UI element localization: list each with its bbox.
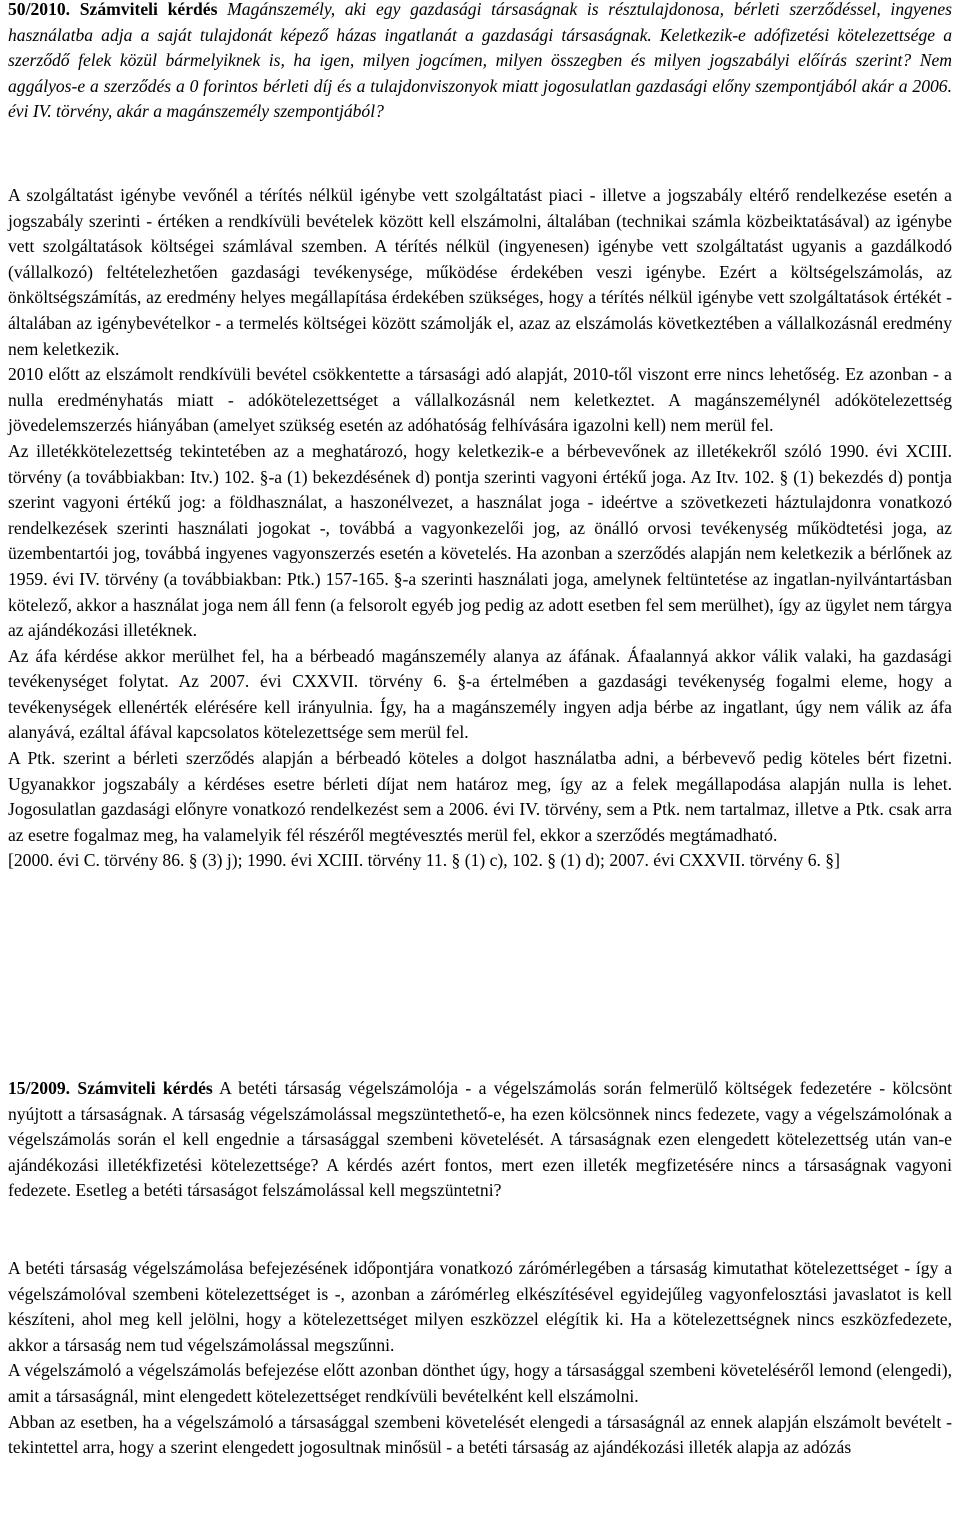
answer-paragraph-1: A betéti társaság végelszámolása befejezésének időpontjára vonatkozó zárómérlegében a társaság kimutathat kötelezettséget - így a végelszámolóval szembeni kötelezettséget is -, azonban a zárómérleg elkészítésével egyidejűleg vagyonfelosztási javaslatot is kell készíteni, ahol meg kell jelölni, hogy a kötelezettséget milyen eszközzel elégítik ki. Ha a kötelezettségnek nincs eszközfedezete, akkor a társaság nem tud végelszámolással megszűnni. [8,1258,952,1355]
question-block-50-2010 [8,0,952,125]
question-number: 50/2010. [8,0,71,19]
question-text: Magánszemély, aki egy gazdasági társaságnak is résztulajdonosa, bérleti szerződéssel, ingyenes használatba adja a saját tulajdonát képező házas ingatlanát a gazdasági társaságnak. Keletkezik-e adófizetési kötelezettsége a szerződő felek közül bármelyiknek is, ha igen, milyen jogcímen, milyen összegben és milyen jogszabályi előírás szerint? Nem aggályos-e a szerződés a 0 forintos bérleti díj és a tulajdonviszonyok miatt jogosulatlan gazdasági előny szempontjából akár a 2006. évi IV. törvény, akár a magánszemély szempontjából? [8,0,952,122]
answer-paragraph-1: A szolgáltatást igénybe vevőnél a térítés nélkül igénybe vett szolgáltatást piaci - illetve a jogszabály eltérő rendelkezése esetén a jogszabály szerinti - értéken a rendkívüli bevételek között kell elszámolni, általában (technikai számla közbeiktatásával) az igénybe vett szolgáltatások költségei számlával szemben. A térítés nélkül (ingyenesen) igénybe vett szolgáltatást ugyanis a gazdálkodó (vállalkozó) feltételezhetően gazdasági tevékenysége, működése érdekében veszi igénybe. Ezért a költségelszámolás, az önköltségszámítás, az eredmény helyes megállapítása érdekében szükséges, hogy a térítés nélkül igénybe vett szolgáltatások értékét - általában az igénybevételkor - a termelés költségei között számolják el, azaz az elszámolás következtében a vállalkozásnál eredmény nem keletkezik. [8,185,952,359]
answer-block-15-2009 [8,1256,952,1461]
question-paragraph [8,0,952,125]
question-text: A betéti társaság végelszámolója - a végelszámolás során felmerülő költségek fedezetére - kölcsönt nyújtott a társaságnak. A társaság végelszámolással megszüntethető-e, ha ezen kölcsönnek nincs fedezete, vagy a végelszámolónak a végelszámolás során el kell engednie a társasággal szembeni követelését. A társaságnak ezen elengedett kötelezettség után van-e ajándékozási illetékfizetési kötelezettsége? A kérdés azért fontos, mert ezen illeték megfizetésére nincs a társaságnak vagyoni fedezete. Esetleg a betéti társaságot felszámolással kell megszüntetni? [8,1078,953,1201]
question-paragraph [8,1076,952,1204]
answer-paragraph-5: A Ptk. szerint a bérleti szerződés alapján a bérbeadó köteles a dolgot használatba adni, a bérbevevő pedig köteles bért fizetni. Ugyanakkor jogszabály a kérdéses esetre bérleti díjat nem határoz meg, így az a felek megállapodása alapján nulla is lehet. Jogosulatlan gazdasági előnyre vonatkozó rendelkezést sem a 2006. évi IV. törvény, sem a Ptk. nem tartalmaz, illetve a Ptk. csak arra az esetre fogalmaz meg, ha valamelyik fél részéről megtévesztés merül fel, ekkor a szerződés megtámadható. [8,748,952,845]
answer-paragraph-2: A végelszámoló a végelszámolás befejezése előtt azonban dönthet úgy, hogy a társasággal szembeni követeléséről lemond (elengedi), amit a társaságnál, mint elengedett kötelezettséget rendkívüli bevételként kell elszámolni. [8,1360,952,1406]
answer-paragraph-4: Az áfa kérdése akkor merülhet fel, ha a bérbeadó magánszemély alanya az áfának. Áfaalannyá akkor válik valaki, ha gazdasági tevékenységet folytat. Az 2007. évi CXXVII. törvény 6. §-a értelmében a gazdasági tevékenység fogalmi eleme, hogy a tevékenységek ellenérték elérésére kell irányulnia. Így, ha a magánszemély ingyen adja bérbe az ingatlant, úgy nem válik az áfa alanyává, ezáltal áfával kapcsolatos kötelezettsége sem merül fel. [8,645,952,743]
answer-paragraph-3: Abban az esetben, ha a végelszámoló a társasággal szembeni követelését elengedi a társaságnál az ennek alapján elszámolt bevételt - tekintettel arra, hogy a szerint elengedett jogosultnak minősül - a betéti társaság az ajándékozási illeték alapja az adózás [8,1411,952,1458]
question-title: Számviteli kérdés [77,1078,213,1098]
answer-block-50-2010 [8,183,952,874]
answer-paragraph-3: Az illetékkötelezettség tekintetében az a meghatározó, hogy keletkezik-e a bérbevevőnek az illetékekről szóló 1990. évi XCIII. törvény (a továbbiakban: Itv.) 102. §-a (1) bekezdésének d) pontja szerinti vagyoni értékű joga. Az Itv. 102. § (1) bekezdés d) pontja szerint vagyoni értékű jog: a földhasználat, a haszonélvezet, a használat joga - ideértve a szövetkezeti háztulajdonra vonatkozó rendelkezések szerinti használati jogokat -, továbbá a vagyonkezelői jog, az önálló orvosi tevékenység működtetési joga, az üzembentartói jog, továbbá ingyenes vagyonszerzés esetén a követelés. Ha azonban a szerződés alapján nem keletkezik a bérlőnek az 1959. évi IV. törvény (a továbbiakban: Ptk.) 157-165. §-a szerinti használati joga, amelynek feltüntetése az ingatlan-nyilvántartásban kötelező, akkor a használat joga nem áll fenn (a felsorolt egyéb jog pedig az adott esetben fel sem merülhet), így az ügylet nem tárgya az ajándékozási illetéknek. [8,440,952,641]
legal-references: [2000. évi C. törvény 86. § (3) j); 1990. évi XCIII. törvény 11. § (1) c), 102. § (1) d); 2007. évi CXXVII. törvény 6. §] [8,850,840,871]
answer-paragraph-2: 2010 előtt az elszámolt rendkívüli bevétel csökkentette a társasági adó alapját, 2010-től viszont erre nincs lehetőség. Ez azonban - a nulla eredményhatás miatt - adókötelezettséget a vállalkozásnál nem keletkeztet. A magánszemélynél adókötelezettség jövedelemszerzés hiányában (amelyet szükség esetén az adóhatóság felhívására igazolni kell) nem merül fel. [8,364,952,436]
question-number: 15/2009. [8,1078,71,1098]
question-block-15-2009 [8,1076,952,1204]
question-title: Számviteli kérdés [79,0,218,19]
